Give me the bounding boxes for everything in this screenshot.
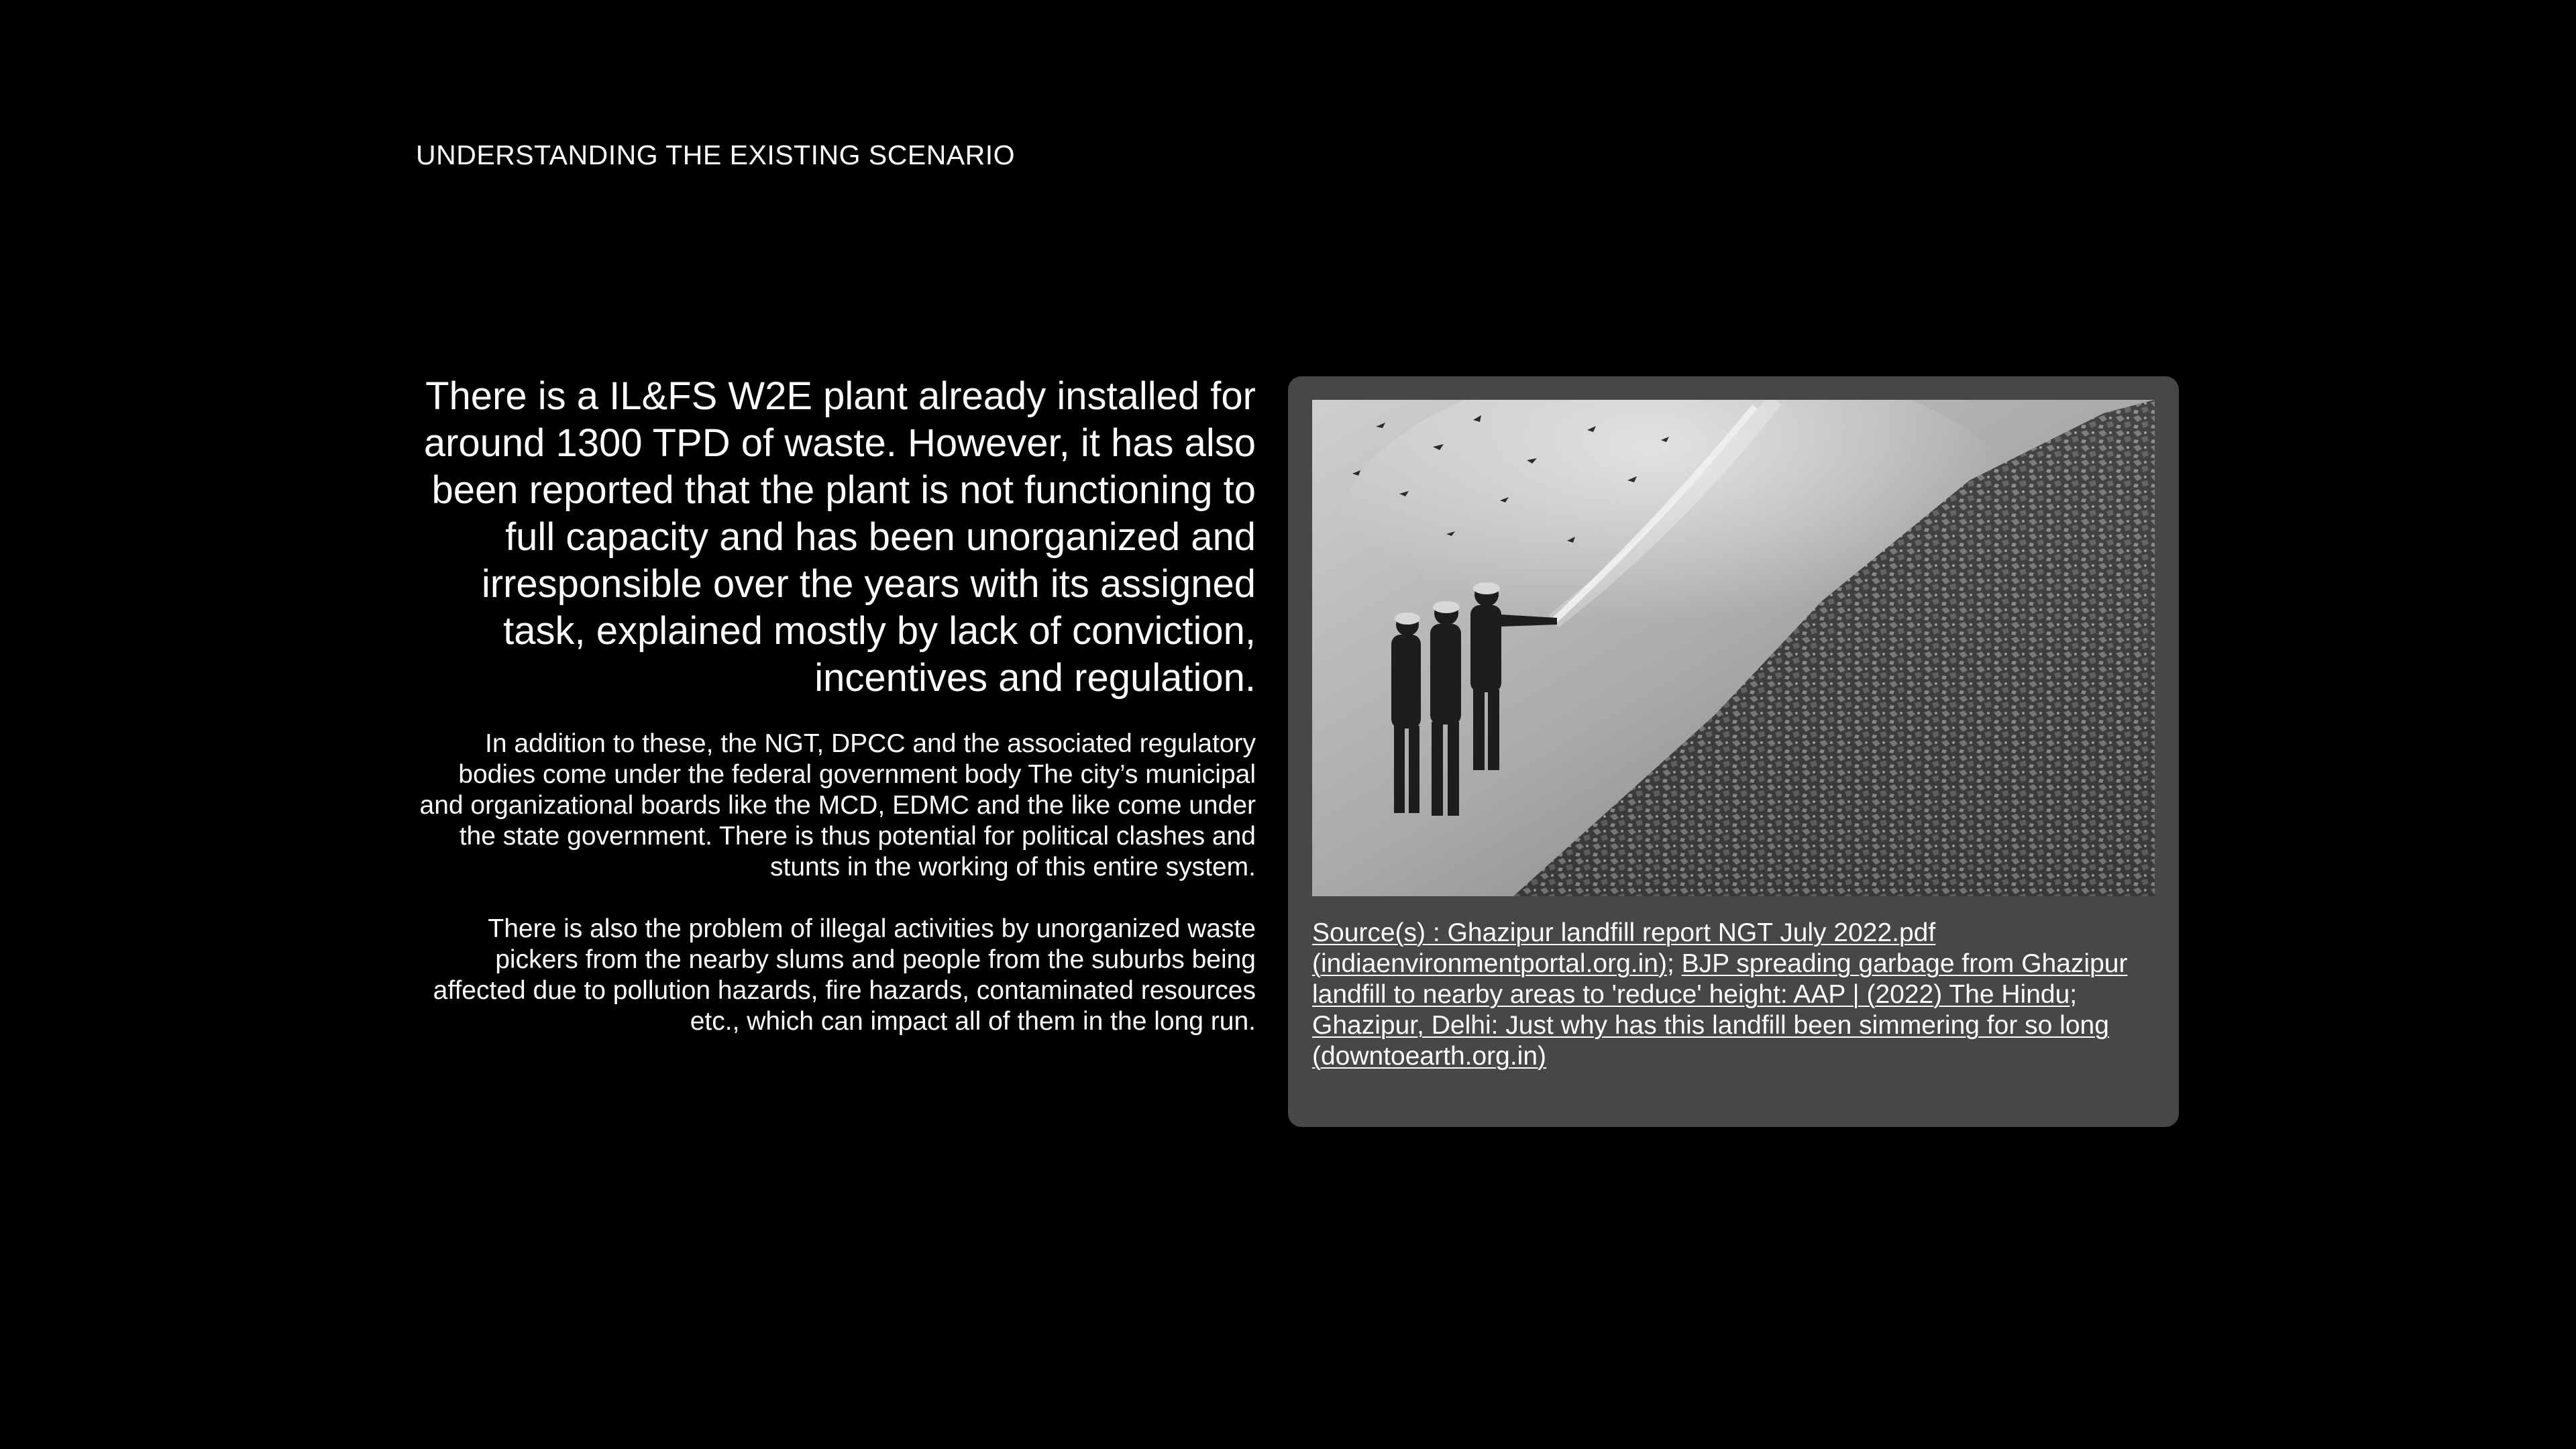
source-link-the-hindu[interactable]: BJP spreading garbage from Ghazipur landfill to nearby areas to 'reduce' height: AAP | (2022) The Hindu — [1312, 949, 2128, 1009]
section-label: UNDERSTANDING THE EXISTING SCENARIO — [416, 140, 1016, 170]
landfill-fire-photo — [1312, 400, 2155, 896]
sources-text — [1312, 918, 2157, 1072]
source-separator: ; — [1666, 949, 1682, 978]
source-link-ngt-report[interactable]: Source(s) : Ghazipur landfill report NGT July 2022.pdf (indiaenvironmentportal.org.in) — [1312, 918, 1936, 978]
source-link-down-to-earth[interactable]: Ghazipur, Delhi: Just why has this landfill been simmering for so long (downtoearth.org.in) — [1312, 1011, 2109, 1071]
body-paragraph: In addition to these, the NGT, DPCC and the associated regulatory bodies come under the federal government body The city’s municipal and organizational boards like the MCD, EDMC and the like come under the state government. There is thus potential for political clashes and stunts in the working of this entire system. — [419, 729, 1256, 881]
source-separator: ; — [2070, 980, 2078, 1009]
image-card — [1288, 376, 2179, 1127]
lead-paragraph: There is a IL&FS W2E plant already installed for around 1300 TPD of waste. However, it has also been reported that the plant is not functioning to full capacity and has been unorganized and irresponsible over the years with its assigned task, explained mostly by lack of conviction, incentives and regulation. — [423, 374, 1256, 700]
body-paragraph: There is also the problem of illegal activities by unorganized waste pickers from the nearby slums and people from the suburbs being affected due to pollution hazards, fire hazards, contaminated resources etc., which can impact all of them in the long run. — [433, 914, 1256, 1036]
text-column — [416, 373, 1256, 1037]
landfill-fire-photo-graphic — [1312, 400, 2155, 896]
